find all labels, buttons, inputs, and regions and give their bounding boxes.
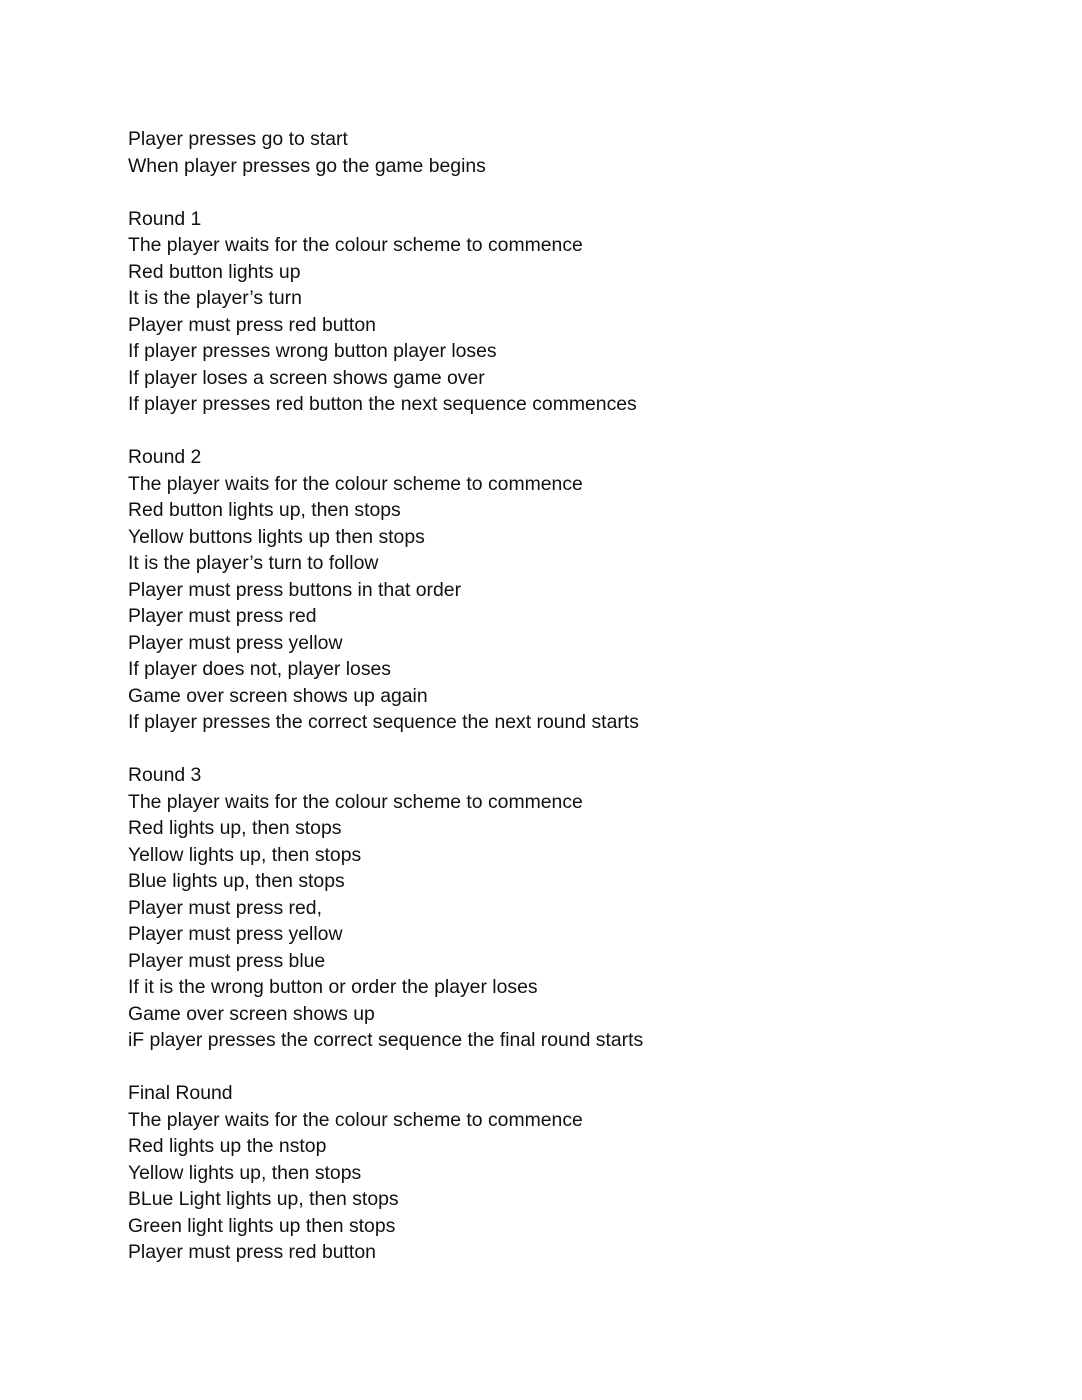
round-2-line: Player must press yellow: [128, 631, 343, 654]
round-1-line: If player presses red button the next sequence commences: [128, 393, 637, 415]
final-round-heading: Final Round: [128, 1082, 233, 1104]
final-round-line: Yellow lights up, then stops: [128, 1161, 362, 1184]
round-2-line: Player must press buttons in that order: [128, 578, 462, 601]
final-round-section: [128, 1080, 1028, 1266]
paragraph-gap: [128, 179, 1028, 206]
round-3-line: Red lights up, then stops: [128, 817, 342, 839]
round-1-line: It is the player’s turn: [128, 287, 302, 309]
round-2-heading: Round 2: [128, 446, 202, 468]
final-round-line: Player must press red button: [128, 1241, 376, 1263]
round-2-line: Player must press red: [128, 605, 317, 627]
round-2-line: Yellow buttons lights up then stops: [128, 525, 425, 548]
round-2-line: It is the player’s turn to follow: [128, 552, 379, 574]
round-1-line: If player presses wrong button player loses: [128, 340, 497, 362]
round-3-line: Game over screen shows up: [128, 1002, 375, 1025]
round-2-line: Game over screen shows up again: [128, 684, 428, 707]
round-1-heading: Round 1: [128, 207, 202, 230]
round-3-line: Player must press blue: [128, 949, 326, 972]
round-1-section: [128, 206, 1028, 418]
round-3-line: Yellow lights up, then stops: [128, 843, 362, 866]
paragraph-gap: [128, 1054, 1028, 1081]
final-round-line: Red lights up the nstop: [128, 1135, 327, 1157]
round-3-line: The player waits for the colour scheme to commence: [128, 790, 583, 813]
round-3-heading: Round 3: [128, 764, 202, 786]
intro-line: Player presses go to start: [128, 128, 348, 150]
intro-line: When player presses go the game begins: [128, 154, 486, 177]
round-1-line: Red button lights up: [128, 260, 301, 283]
round-1-line: The player waits for the colour scheme to commence: [128, 234, 583, 256]
paragraph-gap: [128, 736, 1028, 763]
round-1-line: If player loses a screen shows game over: [128, 366, 485, 389]
document-body: [128, 126, 1028, 1266]
paragraph-gap: [128, 418, 1028, 445]
round-2-line: Red button lights up, then stops: [128, 499, 401, 521]
round-2-section: [128, 444, 1028, 736]
round-3-line: Player must press red,: [128, 896, 322, 919]
round-3-line: iF player presses the correct sequence the final round starts: [128, 1029, 644, 1051]
final-round-line: The player waits for the colour scheme to commence: [128, 1108, 583, 1131]
intro-section: [128, 126, 1028, 179]
round-3-line: Blue lights up, then stops: [128, 870, 345, 892]
final-round-line: Green light lights up then stops: [128, 1214, 396, 1237]
round-1-line: Player must press red button: [128, 313, 376, 336]
round-3-section: [128, 762, 1028, 1054]
round-2-line: If player does not, player loses: [128, 658, 391, 680]
round-2-line: The player waits for the colour scheme to commence: [128, 472, 583, 495]
round-3-line: If it is the wrong button or order the player loses: [128, 976, 538, 998]
final-round-line: BLue Light lights up, then stops: [128, 1188, 399, 1210]
round-3-line: Player must press yellow: [128, 923, 343, 945]
round-2-line: If player presses the correct sequence the next round starts: [128, 711, 639, 733]
